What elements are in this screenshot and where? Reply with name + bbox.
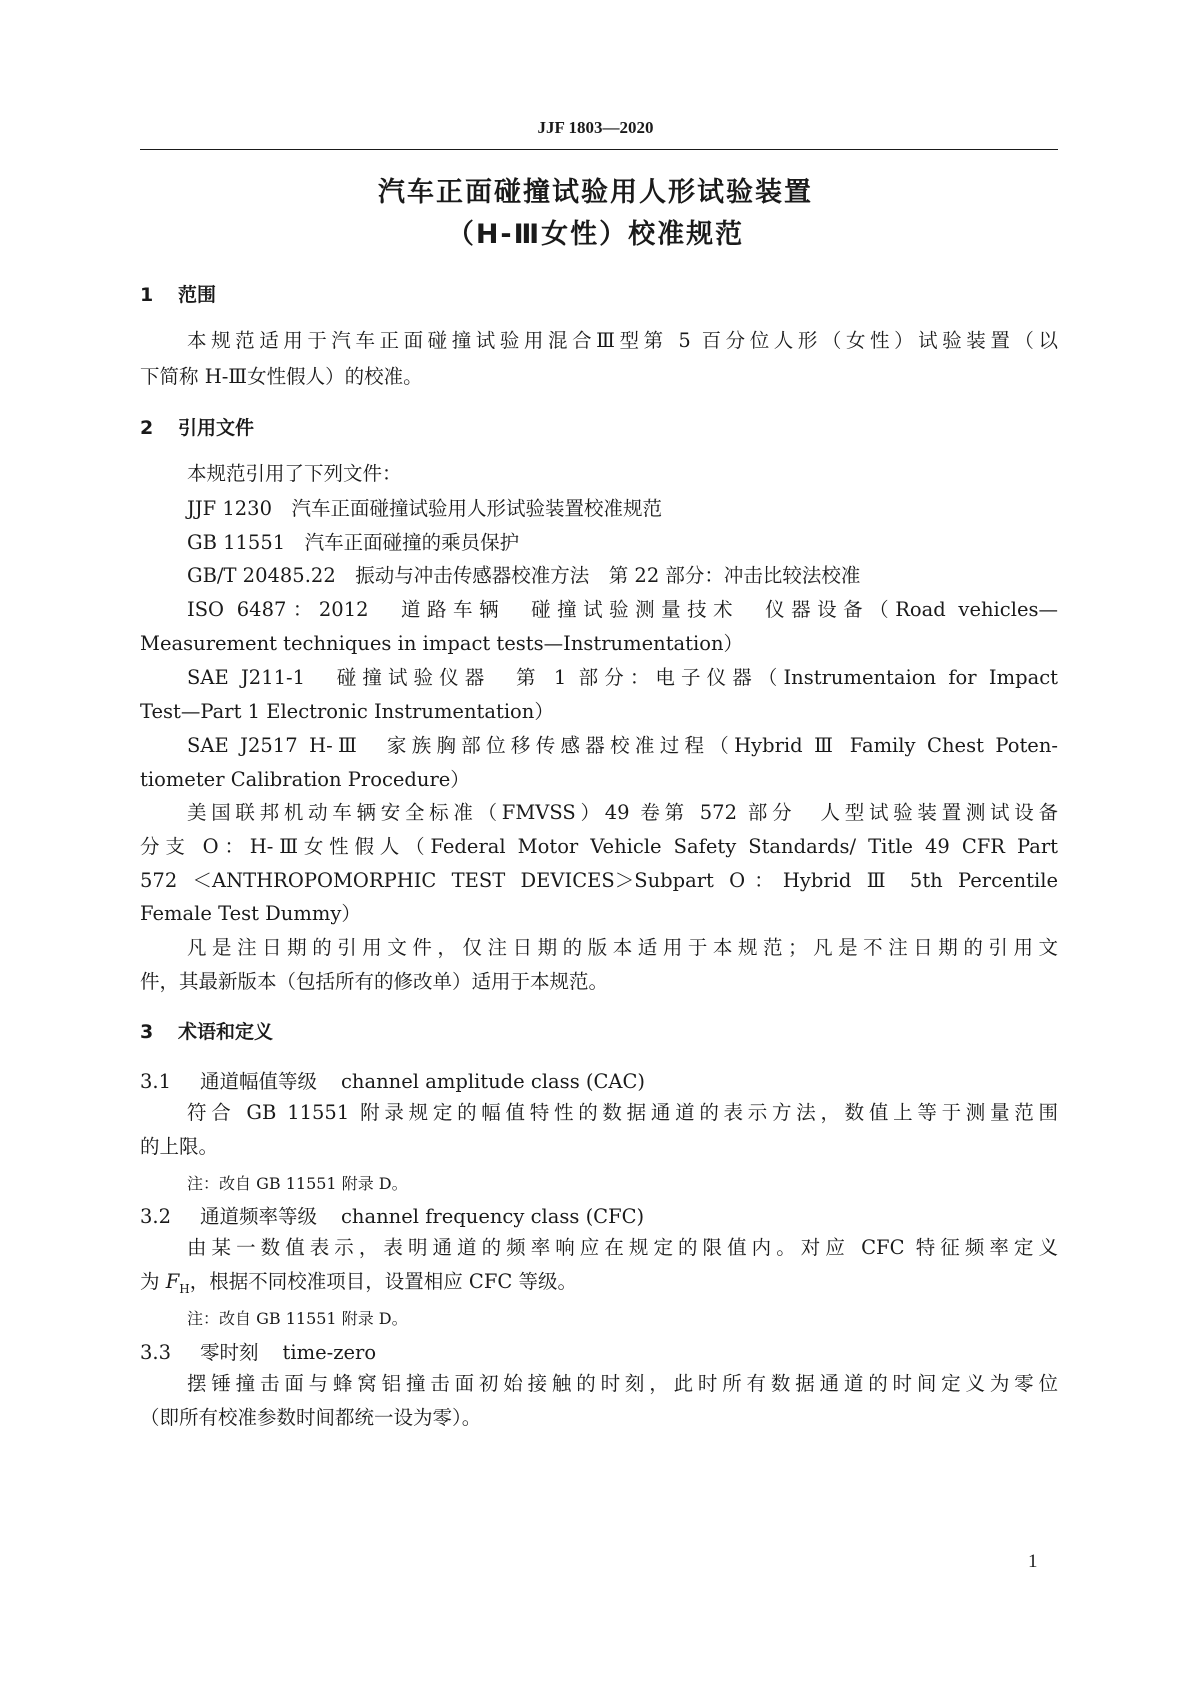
term-number: 3.3 (140, 1341, 172, 1364)
section-number: 3 (140, 1021, 154, 1043)
term-english: channel frequency class (CFC) (341, 1205, 645, 1228)
section-heading-scope (140, 280, 216, 307)
section-title: 术语和定义 (178, 1021, 274, 1043)
section-number: 2 (140, 417, 154, 439)
term-chinese: 零时刻 (200, 1341, 259, 1364)
reference-item-continued: 分支 O：H-Ⅲ女性假人（Federal Motor Vehicle Safety Standards/ Title 49 CFR Part (140, 835, 1058, 858)
term-note: 注：改自 GB 11551 附录 D。 (187, 1309, 408, 1328)
term-english: time-zero (282, 1341, 377, 1364)
section-number: 1 (140, 284, 154, 306)
reference-item: SAE J2517 H-Ⅲ 家族胸部位移传感器校准过程（Hybrid Ⅲ Family Chest Poten- (187, 734, 1058, 757)
reference-item-continued: Female Test Dummy） (140, 902, 361, 925)
reference-item: ISO 6487：2012 道路车辆 碰撞试验测量技术 仪器设备（Road vehicles— (187, 598, 1058, 621)
term-heading-cac (140, 1066, 645, 1094)
term-english: channel amplitude class (CAC) (341, 1070, 646, 1093)
header-rule (140, 149, 1058, 150)
term-definition-line: 符合 GB 11551 附录规定的幅值特性的数据通道的表示方法，数值上等于测量范围 (187, 1101, 1058, 1124)
section-title: 范围 (178, 284, 217, 306)
reference-item-continued: 572 ＜ANTHROPOMORPHIC TEST DEVICES＞Subpart O：Hybrid Ⅲ 5th Percentile (140, 869, 1058, 892)
term-definition-line: 由某一数值表示，表明通道的频率响应在规定的限值内。对应 CFC 特征频率定义 (187, 1236, 1058, 1259)
term-chinese: 通道频率等级 (200, 1205, 318, 1228)
term-number: 3.1 (140, 1070, 172, 1093)
reference-item: 美国联邦机动车辆安全标准（FMVSS）49 卷第 572 部分 人型试验装置测试设备 (187, 801, 1058, 824)
scope-paragraph-line: 下简称 H-Ⅲ女性假人）的校准。 (140, 365, 423, 388)
term-definition-line (140, 1269, 1058, 1302)
section-heading-terms (140, 1017, 273, 1044)
term-definition-line: 摆锤撞击面与蜂窝铝撞击面初始接触的时刻，此时所有数据通道的时间定义为零位 (187, 1372, 1058, 1395)
reference-item-continued: Test—Part 1 Electronic Instrumentation） (140, 700, 554, 723)
reference-item: JJF 1230 汽车正面碰撞试验用人形试验装置校准规范 (187, 497, 662, 520)
section-heading-references (140, 413, 254, 440)
reference-item: SAE J211-1 碰撞试验仪器 第 1 部分：电子仪器（Instrumentaion for Impact (187, 666, 1058, 689)
frequency-subscript: H (179, 1281, 190, 1296)
references-note-line: 凡是注日期的引用文件，仅注日期的版本适用于本规范；凡是不注日期的引用文 (187, 936, 1058, 959)
scope-paragraph-line: 本规范适用于汽车正面碰撞试验用混合Ⅲ型第 5 百分位人形（女性）试验装置（以 (187, 329, 1058, 352)
reference-item-continued: tiometer Calibration Procedure） (140, 768, 470, 791)
definition-text: 为 (140, 1270, 166, 1293)
term-heading-cfc (140, 1201, 644, 1229)
term-chinese: 通道幅值等级 (200, 1070, 318, 1093)
references-intro: 本规范引用了下列文件： (187, 462, 402, 485)
term-definition-line: （即所有校准参数时间都统一设为零）。 (140, 1406, 482, 1429)
term-definition-line: 的上限。 (140, 1135, 219, 1158)
frequency-symbol: F (165, 1270, 180, 1293)
term-number: 3.2 (140, 1205, 172, 1228)
references-note-line: 件，其最新版本（包括所有的修改单）适用于本规范。 (140, 970, 609, 993)
section-title: 引用文件 (178, 417, 255, 439)
running-header: JJF 1803—2020 (537, 118, 654, 137)
reference-item-continued: Measurement techniques in impact tests—Instrumentation） (140, 632, 744, 655)
definition-text: ，根据不同校准项目，设置相应 CFC 等级。 (189, 1270, 577, 1293)
reference-item: GB/T 20485.22 振动与冲击传感器校准方法 第 22 部分：冲击比较法校准 (187, 564, 861, 587)
document-title-line-2: （H-Ⅲ女性）校准规范 (446, 219, 745, 250)
document-title-line-1: 汽车正面碰撞试验用人形试验装置 (378, 177, 813, 208)
term-heading-time-zero (140, 1337, 376, 1365)
page-number: 1 (1028, 1551, 1038, 1572)
term-note: 注：改自 GB 11551 附录 D。 (187, 1174, 408, 1193)
reference-item: GB 11551 汽车正面碰撞的乘员保护 (187, 531, 520, 554)
